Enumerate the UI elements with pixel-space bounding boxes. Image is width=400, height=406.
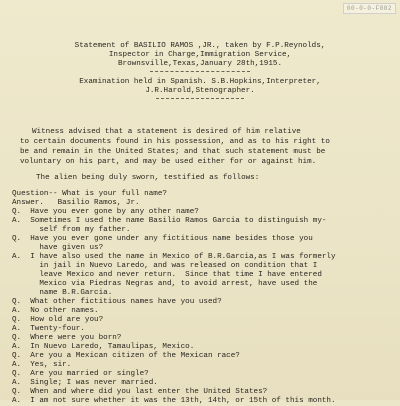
qa-line: A. I have also used the name in Mexico of B.R.Garcia,as I was formerly xyxy=(12,253,336,261)
intro-line-2: to certain documents found in his possession, and as to his right to xyxy=(20,138,330,146)
qa-line: A. I am not sure whether it was the 13th, 14th, or 15th of this month. xyxy=(12,397,336,405)
header-line-2: Inspector in Charge,Immigration Service, xyxy=(108,51,292,59)
sworn-statement: The alien being duly sworn, testified as follows: xyxy=(36,174,260,182)
qa-line: have given us? xyxy=(12,244,104,252)
qa-line: Q. What other fictitious names have you used? xyxy=(12,298,222,306)
header-line-5: J.R.Harold,Stenographer. xyxy=(145,87,255,95)
intro-line-1: Witness advised that a statement is desired of him relative xyxy=(32,128,301,136)
qa-line: leave Mexico and never return. Since that time I have entered xyxy=(12,271,322,279)
archive-stamp: 00-0-0-F002 xyxy=(343,3,396,14)
header-divider xyxy=(150,71,250,72)
qa-line: A. No other names. xyxy=(12,307,99,315)
qa-line: Q. Are you married or single? xyxy=(12,370,149,378)
intro-line-3: be and remain in the United States; and that such statement must be xyxy=(20,148,326,156)
qa-line: A. Twenty-four. xyxy=(12,325,85,333)
qa-line: Mexico via Piedras Negras and, to avoid arrest, have used the xyxy=(12,280,318,288)
qa-line: Question-- What is your full name? xyxy=(12,190,167,198)
qa-line: Q. Are you a Mexican citizen of the Mexican race? xyxy=(12,352,240,360)
qa-line: Q. Have you ever gone by any other name? xyxy=(12,208,199,216)
qa-line: Answer. Basilio Ramos, Jr. xyxy=(12,199,140,207)
intro-line-4: voluntary on his part, and may be used either for or against him. xyxy=(20,158,317,166)
qa-line: in jail in Nuevo Laredo, and was released on condition that I xyxy=(12,262,318,270)
qa-line: A. Single; I was never married. xyxy=(12,379,158,387)
qa-line: Q. Where were you born? xyxy=(12,334,122,342)
qa-line: Q. Have you ever gone under any fictitious name besides those you xyxy=(12,235,313,243)
header-line-3: Brownsville,Texas,January 28th,1915. xyxy=(117,60,283,68)
qa-line: A. Yes, sir. xyxy=(12,361,72,369)
qa-line: Q. When and where did you last enter the United States? xyxy=(12,388,268,396)
header-divider-2 xyxy=(156,98,244,99)
qa-line: name B.R.Garcia. xyxy=(12,289,113,297)
qa-line: Q. How old are you? xyxy=(12,316,104,324)
header-line-1: Statement of BASILIO RAMOS ,JR., taken by F.P.Reynolds, xyxy=(74,42,326,50)
qa-line: self from my father. xyxy=(12,226,131,234)
qa-line: A. Sometimes I used the name Basilio Ramos Garcia to distinguish my- xyxy=(12,217,327,225)
header-line-4: Examination held in Spanish. S.B.Hopkins,Interpreter, xyxy=(79,78,321,86)
qa-line: A. In Nuevo Laredo, Tamaulipas, Mexico. xyxy=(12,343,195,351)
